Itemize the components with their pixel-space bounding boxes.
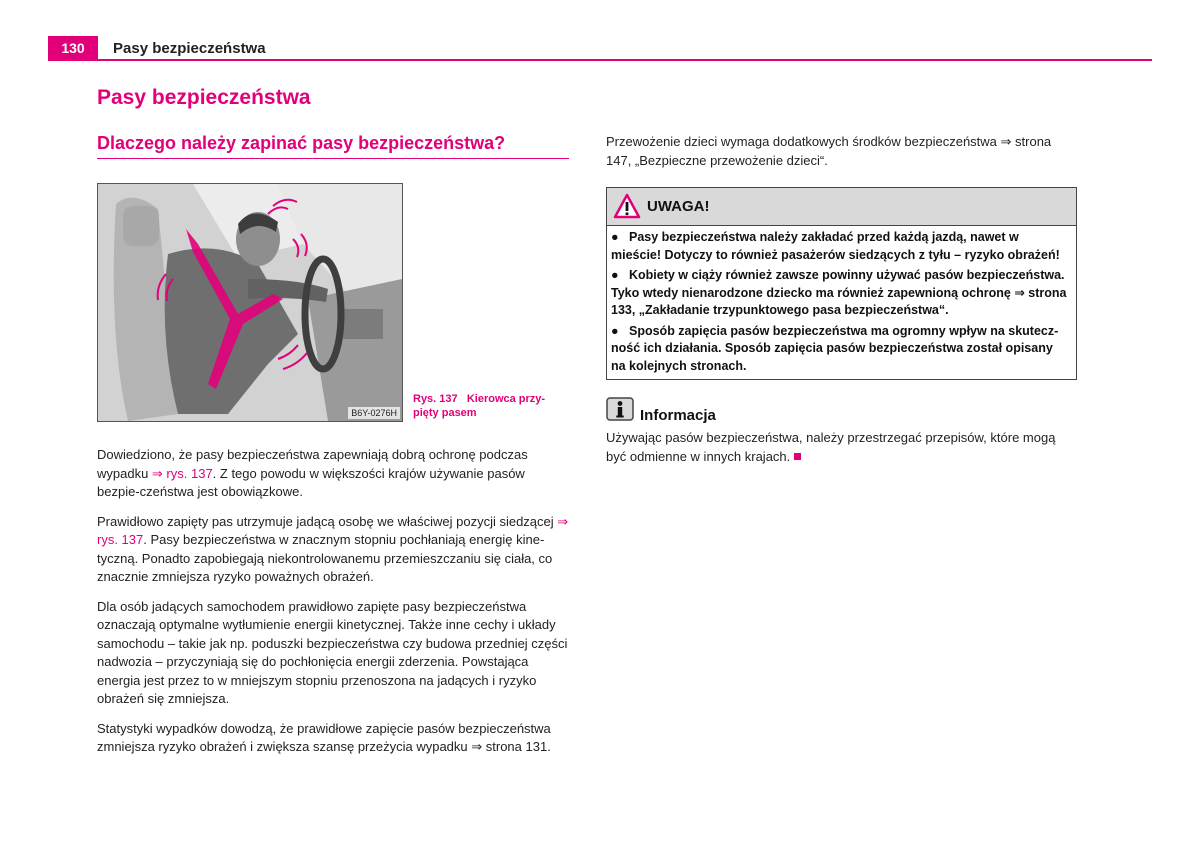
running-header-title: Pasy bezpieczeństwa: [113, 40, 266, 57]
paragraph-2-text-a: Prawidłowo zapięty pas utrzymuje jadącą osobę we właściwej pozycji siedzącej: [97, 513, 558, 529]
warning-item: [611, 229, 1070, 264]
figure-belted-driver: [97, 183, 403, 422]
paragraph-2-text-b: . Pasy bezpieczeństwa w znacznym stopniu pochłaniają energię kine-tyczną. Ponadto zapobiegają niekontrolowanemu przemieszczaniu się ciała, co znacznie zmniejsza ryzyko poważnych obrażeń.: [97, 532, 553, 584]
warning-item: [611, 323, 1070, 376]
belted-driver-illustration: [98, 184, 402, 421]
warning-item-text: Pasy bezpieczeństwa należy zakładać przed każdą jazdą, nawet w mieście! Dotyczy to również pasażerów siedzących z tyłu – ryzyko obrażeń!: [611, 230, 1060, 262]
page-number: 130: [48, 36, 98, 60]
figure-link[interactable]: ⇒ rys. 137: [97, 513, 569, 547]
warning-box: [606, 187, 1077, 380]
bullet-icon: ●: [611, 230, 619, 244]
info-icon: [606, 397, 634, 421]
warning-item-text: Sposób zapięcia pasów bezpieczeństwa ma ogromny wpływ na skutecz-ność ich działania. Sposób zapięcia pasów bezpieczeństwa został opisany na kolejnych stronach.: [611, 323, 1059, 373]
chapter-heading: Pasy bezpieczeństwa: [97, 86, 311, 109]
paragraph-3: Dla osób jadących samochodem prawidłowo zapięte pasy bezpieczeństwa oznaczają optymalne wytłumienie energii kinetycznej. Także inne cechy i układy samochodu – takie jak np. poduszki bezpieczeństwa czy budowa przedniej części nadwozia – przyczyniają się do pochłonięcia energii zderzenia. Powstająca energia jest przez to w mniejszym stopniu przenoszona na jadących i ryzyko obrażeń się zmniejsza.: [97, 598, 568, 706]
bullet-icon: ●: [611, 323, 619, 338]
section-end-marker-icon: [794, 453, 801, 460]
warning-item-text: Kobiety w ciąży również zawsze powinny używać pasów bezpieczeństwa. Tyko wtedy nienarodzone dziecko ma również zapewnioną ochronę ⇒ strona 133, „Zakładanie trzypunktowego pasa bezpieczeństwa“.: [611, 268, 1067, 317]
warning-header: [607, 188, 1076, 226]
figure-caption: [413, 392, 563, 420]
warning-body: [607, 226, 1076, 375]
figure-link[interactable]: ⇒ rys. 137: [151, 465, 213, 481]
section-heading-rule: [97, 158, 569, 159]
warning-item: [611, 267, 1070, 320]
section-heading: Dlaczego należy zapinać pasy bezpieczeństwa?: [97, 133, 506, 153]
figure-code: B6Y-0276H: [348, 407, 400, 419]
right-column-intro: [606, 133, 1078, 170]
left-column-text: [97, 446, 569, 768]
warning-triangle-icon: [613, 193, 641, 219]
paragraph-4: Statystyki wypadków dowodzą, że prawidłowe zapięcie pasów bezpieczeństwa zmniejsza ryzyko obrażeń i zwiększa szansę przeżycia wypadku ⇒ strona 131.: [97, 720, 551, 754]
intro-paragraph: Przewożenie dzieci wymaga dodatkowych środków bezpieczeństwa ⇒ strona 147, „Bezpieczne przewożenie dzieci“.: [606, 134, 1052, 168]
info-title: Informacja: [640, 407, 716, 424]
paragraph-1-text-b: . Z tego powodu w większości krajów używanie pasów bezpie-czeństwa jest obowiązkowe.: [97, 465, 525, 499]
paragraph-2: [97, 513, 569, 587]
warning-title: UWAGA!: [647, 198, 710, 215]
header-rule: [48, 59, 1152, 61]
figure-caption-text: Kierowca przy-pięty pasem: [413, 393, 546, 419]
bullet-icon: ●: [611, 268, 619, 282]
paragraph-1-text-a: Dowiedziono, że pasy bezpieczeństwa zapewniają dobrą ochronę podczas wypadku: [97, 447, 528, 481]
paragraph-1: [97, 446, 569, 502]
info-body: [606, 429, 1078, 466]
figure-caption-label: Rys. 137: [413, 393, 458, 405]
info-body-text: Używając pasów bezpieczeństwa, należy przestrzegać przepisów, które mogą być odmienne w innych krajach.: [606, 430, 1056, 464]
